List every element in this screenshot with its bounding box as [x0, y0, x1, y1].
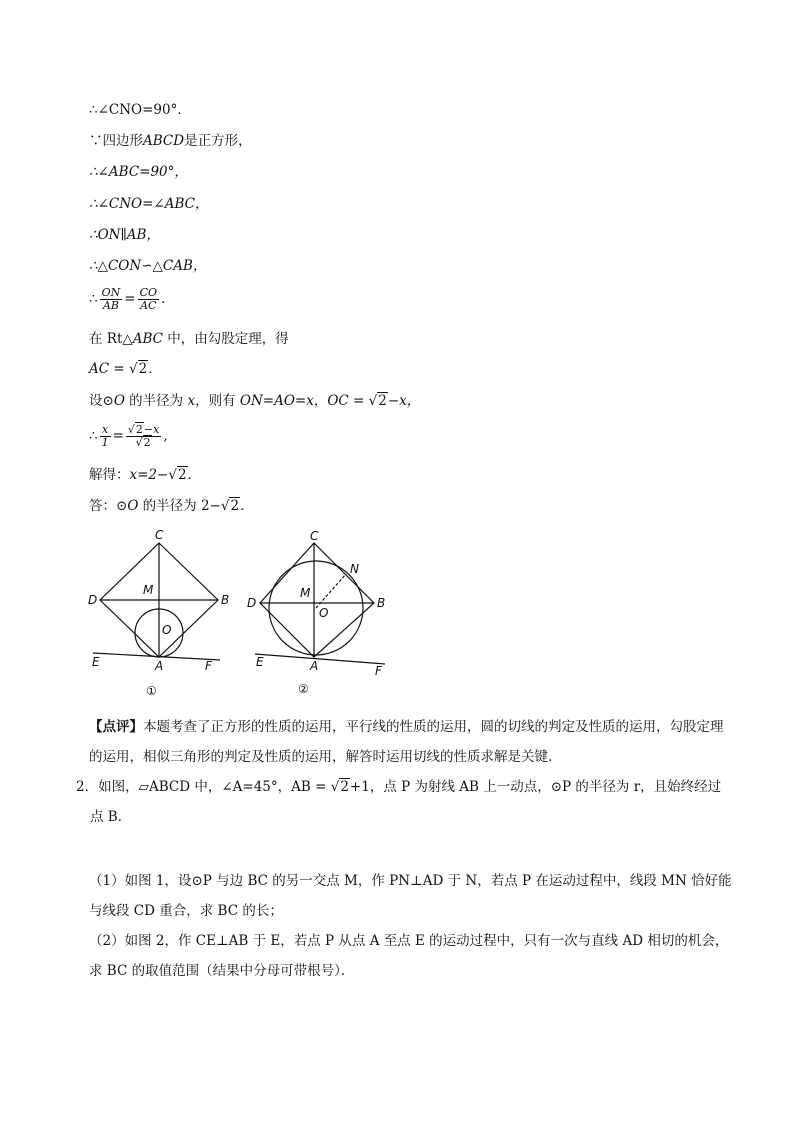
equals: =	[109, 361, 129, 377]
label-e: E	[256, 655, 264, 669]
text: 中，由勾股定理，得	[163, 331, 289, 347]
line-6: ∴△CON∽△CAB，	[89, 258, 207, 274]
text: 设⊙	[89, 393, 114, 409]
sqrt-2: √2	[129, 361, 148, 377]
text: 的半径为 2−	[138, 498, 221, 514]
label-n: N	[350, 562, 359, 576]
sqrt-2: √2	[368, 393, 387, 409]
problem-2-statement	[76, 772, 736, 832]
label-d: D	[88, 593, 98, 607]
question-2: （2）如图 2，作 CE⊥AB 于 E，若点 P 从点 A 至点 E 的运动过程中，只有一次与直线 AD 相切的机会，求 BC 的取值范围（结果中分母可带根号）．	[89, 933, 729, 979]
line-2	[89, 131, 252, 151]
line-13-answer	[89, 496, 254, 516]
square-abcd	[260, 543, 374, 657]
math: x	[187, 393, 196, 409]
fraction-sqrt2-minus-x	[126, 424, 161, 449]
fraction-x-1	[100, 424, 111, 449]
caption-figure-2: ②	[298, 682, 309, 696]
label-o: O	[319, 606, 329, 620]
text: 的半径为	[124, 393, 188, 409]
equals: =	[348, 393, 369, 409]
math: ABCD	[143, 133, 185, 149]
line-1: ∴∠CNO=90°．	[89, 102, 191, 118]
comment-tag: 【点评】	[89, 719, 143, 735]
tangent-ef	[255, 654, 385, 664]
math: O	[127, 498, 139, 514]
label-e: E	[92, 655, 100, 669]
fraction-co-ac	[138, 287, 159, 312]
geometry-figures	[0, 520, 794, 710]
math: −x，	[387, 393, 421, 409]
line-9	[89, 359, 162, 379]
sqrt-2: √2	[168, 467, 187, 483]
line-3: ∴∠ABC=90°，	[89, 164, 188, 180]
numerator: x	[101, 423, 109, 436]
label-c: C	[155, 528, 164, 542]
label-m: M	[300, 586, 311, 600]
figure-1	[93, 543, 220, 660]
line-10	[89, 391, 420, 411]
numerator: ON	[101, 286, 121, 299]
label-c: C	[310, 529, 319, 543]
text: 答：⊙	[89, 498, 128, 514]
numerator: √2−x	[127, 423, 160, 436]
denominator: AB	[100, 299, 123, 312]
comment-text: 本题考查了正方形的性质的运用，平行线的性质的运用，圆的切线的判定及性质的运用，勾股定理的运用，相似三角形的判定及性质的运用，解答时运用切线的性质求解是关键．	[89, 719, 724, 765]
therefore-symbol: ∴	[89, 428, 98, 444]
figure-2	[255, 543, 385, 664]
denominator: AC	[138, 299, 159, 312]
period: ．	[187, 467, 202, 483]
caption-figure-1: ①	[146, 684, 157, 698]
label-m: M	[143, 583, 154, 597]
therefore-symbol: ∴	[89, 291, 98, 307]
text: 在 Rt△	[89, 331, 133, 347]
period: ．	[240, 498, 254, 514]
problem-text: +1，点 P 为射线 AB 上一动点，⊙P 的半径为 r，且始终经过	[349, 779, 722, 795]
text: ，则有	[195, 393, 240, 409]
label-o: O	[162, 623, 172, 637]
line-5: ∴ON∥AB，	[89, 227, 160, 243]
label-a: A	[155, 659, 164, 673]
label-a: A	[310, 659, 319, 673]
line-12	[89, 465, 201, 485]
text: ，	[313, 393, 328, 409]
math: ON=AO=x	[239, 393, 314, 409]
label-f: F	[205, 659, 212, 673]
problem-text: 如图，▱ABCD 中，∠A=45°，AB =	[98, 779, 331, 795]
question-1: （1）如图 1，设⊙P 与边 BC 的另一交点 M，作 PN⊥AD 于 N，若点 P 在运动过程中，线段 MN 恰好能与线段 CD 重合，求 BC 的长；	[89, 873, 732, 919]
denominator: √2	[126, 436, 161, 449]
label-b: B	[221, 593, 230, 607]
math: x=2−	[129, 467, 169, 483]
line-4: ∴∠CNO=∠ABC，	[89, 196, 209, 212]
line-11-equation: ∴ $\frac{x}{1}$ = $\frac{√2-x}{√2}$ ,	[89, 423, 168, 449]
line-8	[89, 329, 289, 349]
label-b: B	[377, 596, 386, 610]
problem-number: 2．	[76, 779, 99, 795]
math: AC	[89, 361, 110, 377]
math: O	[113, 393, 125, 409]
problem-text: 点 B．	[90, 809, 132, 825]
period: ．	[148, 361, 162, 377]
text: 是正方形，	[184, 133, 252, 149]
numerator: CO	[139, 286, 157, 299]
denominator: 1	[101, 436, 109, 449]
line-7-proportion: ∴ $\frac{ON}{AB}$ = $\frac{CO}{AC}$ .	[89, 286, 166, 312]
sqrt-2: √2	[220, 498, 240, 514]
math: OC	[327, 393, 349, 409]
fraction-on-ab	[100, 287, 123, 312]
label-d: D	[247, 596, 257, 610]
text: 解得：	[89, 467, 130, 483]
sqrt-2: √2	[330, 779, 349, 795]
comment-paragraph	[89, 712, 729, 772]
math: ABC	[132, 331, 164, 347]
text: ∵四边形	[89, 133, 143, 149]
label-f: F	[375, 664, 382, 678]
